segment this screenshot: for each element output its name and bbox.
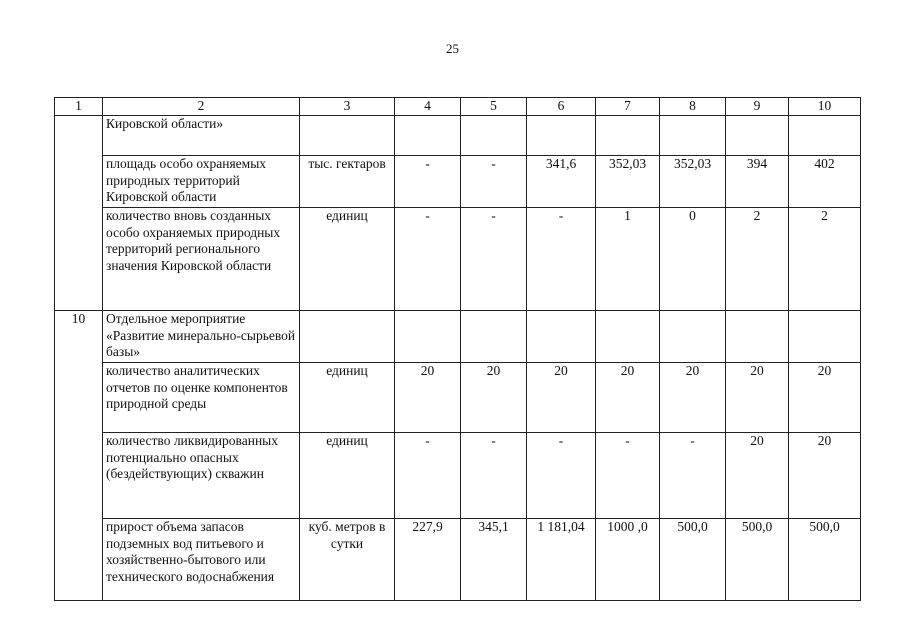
indicator-cell: прирост объема запасов подземных вод питьевого и хозяйственно-бытового или технического водоснабжения bbox=[103, 519, 300, 601]
value-cell: 1000 ,0 bbox=[596, 519, 660, 601]
value-cell: 20 bbox=[461, 363, 527, 433]
value-cell: - bbox=[395, 433, 461, 519]
value-cell: 2 bbox=[726, 208, 789, 311]
value-cell: 352,03 bbox=[660, 156, 726, 208]
value-cell: 394 bbox=[726, 156, 789, 208]
indicator-cell: количество ликвидированных потенциально опасных (бездействующих) скважин bbox=[103, 433, 300, 519]
value-cell: 20 bbox=[789, 363, 861, 433]
table-row bbox=[55, 156, 861, 208]
value-cell: 20 bbox=[726, 433, 789, 519]
value-cell: - bbox=[461, 208, 527, 311]
value-cell bbox=[789, 311, 861, 363]
value-cell: - bbox=[596, 433, 660, 519]
value-cell: - bbox=[527, 433, 596, 519]
header-cell: 4 bbox=[395, 98, 461, 116]
unit-cell: тыс. гектаров bbox=[300, 156, 395, 208]
value-cell bbox=[789, 116, 861, 156]
indicator-cell: количество вновь созданных особо охраняемых природных территорий регионального значения Кировской области bbox=[103, 208, 300, 311]
header-cell: 2 bbox=[103, 98, 300, 116]
header-cell: 5 bbox=[461, 98, 527, 116]
value-cell bbox=[395, 311, 461, 363]
value-cell: 1 bbox=[596, 208, 660, 311]
value-cell bbox=[596, 311, 660, 363]
value-cell bbox=[726, 311, 789, 363]
header-cell: 10 bbox=[789, 98, 861, 116]
value-cell: 1 181,04 bbox=[527, 519, 596, 601]
value-cell bbox=[726, 116, 789, 156]
unit-cell bbox=[300, 116, 395, 156]
value-cell: 402 bbox=[789, 156, 861, 208]
value-cell bbox=[461, 116, 527, 156]
value-cell bbox=[660, 116, 726, 156]
unit-cell bbox=[300, 311, 395, 363]
unit-cell: единиц bbox=[300, 208, 395, 311]
section-number-cell bbox=[55, 156, 103, 208]
section-number-cell bbox=[55, 519, 103, 601]
table-row bbox=[55, 363, 861, 433]
header-cell: 3 bbox=[300, 98, 395, 116]
section-number-cell bbox=[55, 208, 103, 311]
value-cell bbox=[395, 116, 461, 156]
section-number-cell bbox=[55, 363, 103, 433]
value-cell: 345,1 bbox=[461, 519, 527, 601]
table-row bbox=[55, 311, 861, 363]
header-cell: 8 bbox=[660, 98, 726, 116]
value-cell bbox=[461, 311, 527, 363]
section-number-cell bbox=[55, 433, 103, 519]
table-row bbox=[55, 519, 861, 601]
table-row bbox=[55, 433, 861, 519]
value-cell: - bbox=[461, 433, 527, 519]
indicator-cell: Отдельное мероприятие «Развитие минерально-сырьевой базы» bbox=[103, 311, 300, 363]
value-cell bbox=[527, 116, 596, 156]
value-cell: 20 bbox=[596, 363, 660, 433]
unit-cell: единиц bbox=[300, 363, 395, 433]
value-cell bbox=[527, 311, 596, 363]
value-cell: - bbox=[660, 433, 726, 519]
value-cell: 500,0 bbox=[789, 519, 861, 601]
indicator-cell: Кировской области» bbox=[103, 116, 300, 156]
header-cell: 6 bbox=[527, 98, 596, 116]
value-cell: 2 bbox=[789, 208, 861, 311]
value-cell: 20 bbox=[789, 433, 861, 519]
table-row bbox=[55, 116, 861, 156]
value-cell: - bbox=[527, 208, 596, 311]
indicator-cell: площадь особо охраняемых природных территорий Кировской области bbox=[103, 156, 300, 208]
value-cell bbox=[660, 311, 726, 363]
value-cell: 0 bbox=[660, 208, 726, 311]
value-cell: - bbox=[461, 156, 527, 208]
indicator-cell: количество аналитических отчетов по оценке компонентов природной среды bbox=[103, 363, 300, 433]
value-cell: 352,03 bbox=[596, 156, 660, 208]
value-cell: 20 bbox=[395, 363, 461, 433]
section-number-cell: 10 bbox=[55, 311, 103, 363]
section-number-cell bbox=[55, 116, 103, 156]
page-number: 25 bbox=[446, 41, 459, 56]
value-cell bbox=[596, 116, 660, 156]
value-cell: 20 bbox=[726, 363, 789, 433]
header-cell: 1 bbox=[55, 98, 103, 116]
value-cell: 500,0 bbox=[726, 519, 789, 601]
header-cell: 7 bbox=[596, 98, 660, 116]
value-cell: - bbox=[395, 156, 461, 208]
value-cell: 20 bbox=[527, 363, 596, 433]
value-cell: 227,9 bbox=[395, 519, 461, 601]
table-row bbox=[55, 208, 861, 311]
unit-cell: единиц bbox=[300, 433, 395, 519]
value-cell: 341,6 bbox=[527, 156, 596, 208]
header-row bbox=[55, 98, 861, 116]
value-cell: 20 bbox=[660, 363, 726, 433]
value-cell: 500,0 bbox=[660, 519, 726, 601]
header-cell: 9 bbox=[726, 98, 789, 116]
unit-cell: куб. метров в сутки bbox=[300, 519, 395, 601]
value-cell: - bbox=[395, 208, 461, 311]
indicators-table bbox=[54, 97, 861, 601]
